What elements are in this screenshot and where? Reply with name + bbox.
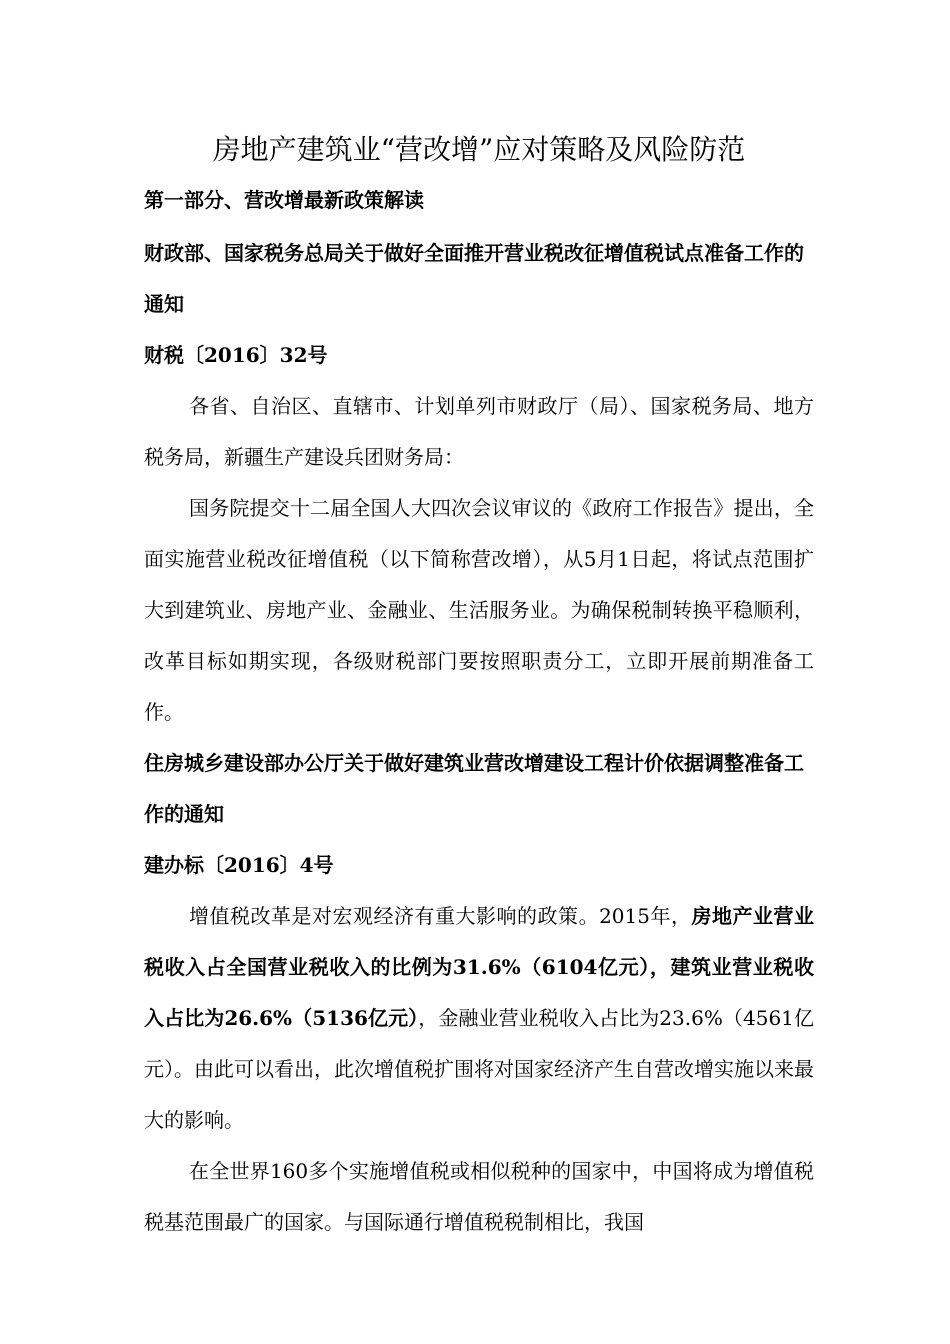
notice2-para1-bold-text: 房地产业营业税收入占全国营业税收入的比例为31.6%（6104亿元），建筑业营业税收入占比为26.6%（5136亿元） (144, 904, 815, 1030)
notice2-paragraph-2: 在全世界160多个实施增值税或相似税种的国家中，中国将成为增值税税基范围最广的国家。与国际通行增值税税制相比，我国 (144, 1159, 814, 1234)
document-title: 房地产建筑业“营改增”应对策略及风险防范 (212, 133, 746, 166)
notice1-number: 财税〔2016〕32号 (144, 343, 328, 367)
notice1-title: 财政部、国家税务总局关于做好全面推开营业税改征增值税试点准备工作的通知 (144, 241, 804, 316)
notice2-para1-text-a: 增值税改革是对宏观经济有重大影响的政策。2015年， (189, 904, 692, 928)
notice1-paragraph-1: 各省、自治区、直辖市、计划单列市财政厅（局）、国家税务局、地方税务局，新疆生产建设兵团财务局： (144, 394, 814, 469)
section-heading: 第一部分、营改增最新政策解读 (144, 188, 424, 212)
document-body (144, 128, 814, 1248)
notice2-para1-text-b: ，金融业营业税收入占比为23.6%（4561亿元）。由此可以看出，此次增值税扩围将对国家经济产生自营改增实施以来最大的影响。 (144, 1006, 814, 1132)
notice2-number: 建办标〔2016〕4号 (144, 853, 334, 877)
notice1-paragraph-2: 国务院提交十二届全国人大四次会议审议的《政府工作报告》提出，全面实施营业税改征增值税（以下简称营改增），从5月1日起，将试点范围扩大到建筑业、房地产业、金融业、生活服务业。为确保税制转换平稳顺利，改革目标如期实现，各级财税部门要按照职责分工，立即开展前期准备工作。 (144, 496, 814, 724)
notice2-paragraph-1 (144, 891, 814, 1146)
notice2-title: 住房城乡建设部办公厅关于做好建筑业营改增建设工程计价依据调整准备工作的通知 (144, 751, 804, 826)
